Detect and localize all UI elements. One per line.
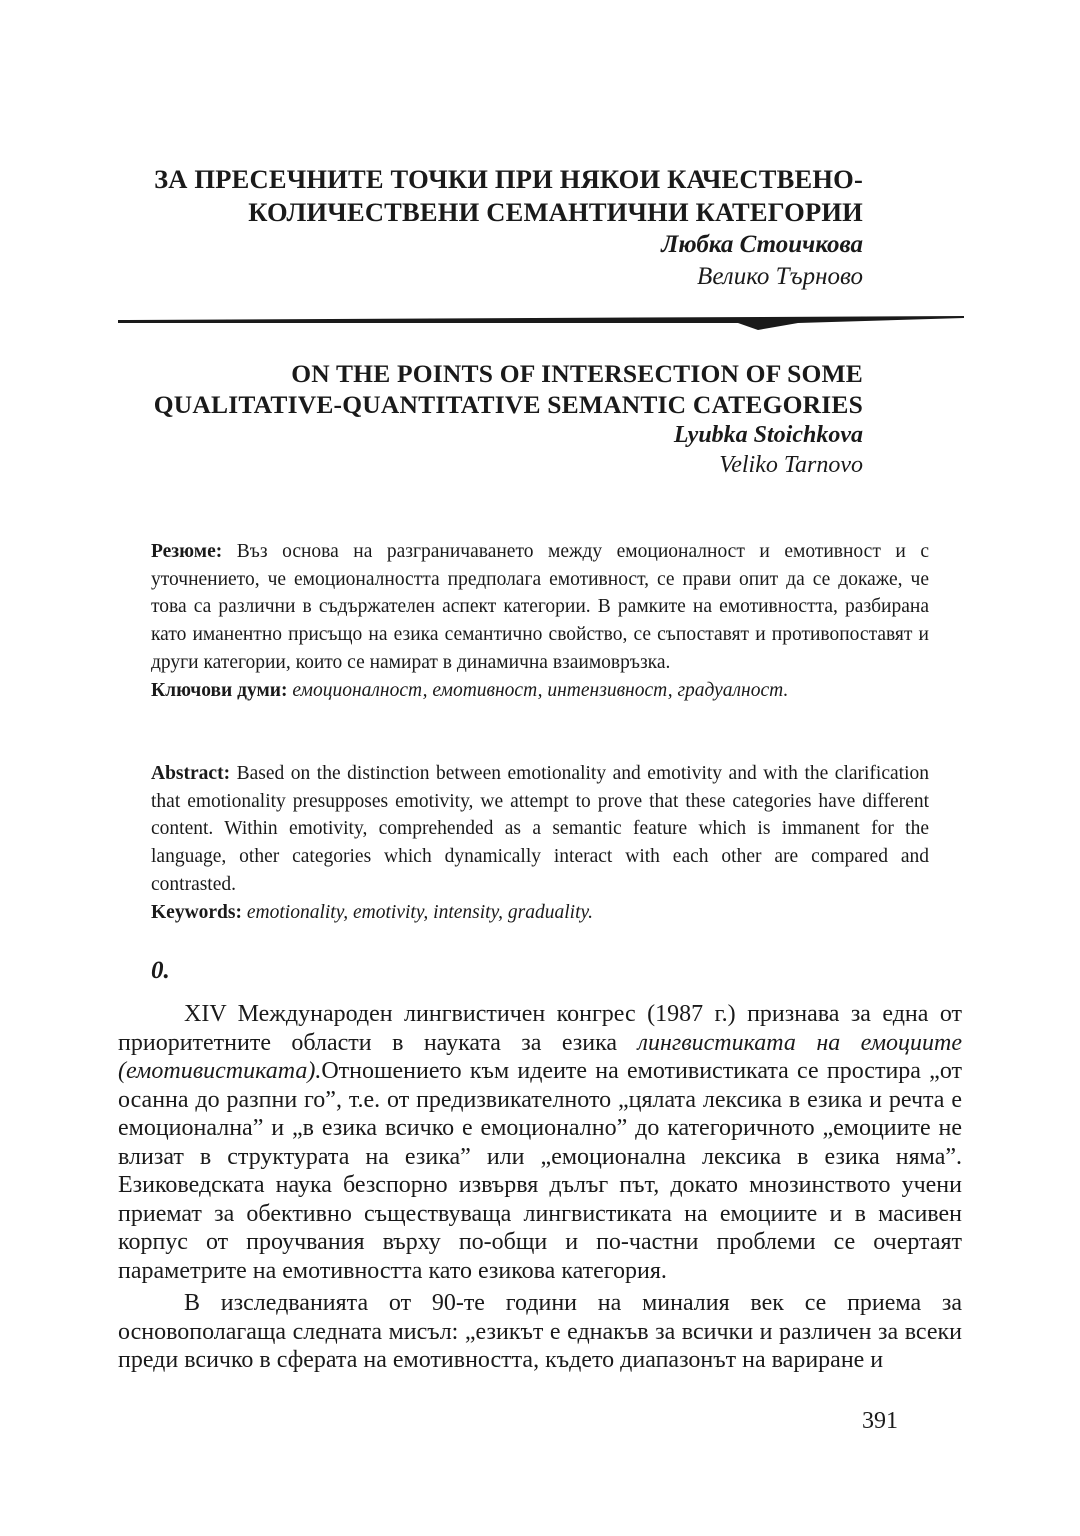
section-number: 0. — [151, 957, 170, 984]
english-abstract-body: Based on the distinction between emotionality and emotivity and with the clarification that emotionality presupposes emotivity, we attempt to prove that these categories have different content. Within emotivity, comprehended as a semantic feature which is immanent for the language, other categories which dynamically interact with each other are compared and contrasted. — [151, 763, 929, 895]
keywords-english — [151, 899, 929, 927]
author-name: Любка Стоичкова — [661, 231, 863, 258]
paper-title-line-2: КОЛИЧЕСТВЕНИ СЕМАНТИЧНИ КАТЕГОРИИ — [248, 197, 863, 227]
keywords-bulgarian — [151, 677, 929, 705]
title-block-bulgarian — [103, 163, 863, 293]
abstract-bulgarian — [151, 538, 929, 704]
abstract-bulgarian-text — [151, 538, 929, 677]
english-abstract-label: Abstract: — [151, 763, 231, 784]
english-author-city: Veliko Tarnovo — [719, 452, 863, 478]
english-keywords-label: Keywords: — [151, 901, 242, 923]
body-paragraph-2: В изследванията от 90-те години на миналия век се приема за основополагаща следната мисъл: „езикът е еднакъв за всички и различен за всеки преди всичко в сферата на емотивността, където диапазонът на вариране и — [118, 1290, 962, 1373]
title-divider — [118, 306, 964, 336]
body-paragraph-1-start: XIV Международен лингвистичен конгрес (1987 г.) признава за една от приоритетните области в науката за езика — [118, 1001, 962, 1056]
abstract-english-text — [151, 760, 929, 899]
english-title-line-1: ON THE POINTS OF INTERSECTION OF SOME — [291, 359, 863, 388]
title-block-english — [103, 358, 863, 480]
page-number: 391 — [862, 1408, 898, 1434]
english-title-line-2: QUALITATIVE-QUANTITATIVE SEMANTIC CATEGORIES — [153, 390, 863, 419]
body-paragraph-1 — [118, 1000, 962, 1285]
author-city: Велико Търново — [697, 263, 863, 290]
keywords-values: емоционалност, емотивност, интензивност, градуалност. — [287, 679, 789, 701]
paper-title-line-1: ЗА ПРЕСЕЧНИТЕ ТОЧКИ ПРИ НЯКОИ КАЧЕСТВЕНО- — [154, 164, 863, 194]
body-text — [118, 1000, 962, 1379]
body-paragraph-1-rest: Отношението към идеите на емотивистиката се простира „от осанна до разпни го”, т.е. от предизвикателното „цялата лексика в езика и речта е емоционална” и „в езика всичко е емоционално” до категоричното „емоциите не влизат в структурата на езика” или „емоционална лексика в езика няма”. Езиковедската наука безспорно извървя дълъг път, докато мнозинството учени приемат за обективно съществуваща лингвистиката на емоциите и в масивен корпус от проучвания върху по-общи и по-частни проблеми се очертаят параметрите на емотивността като езикова категория. — [118, 1058, 962, 1284]
english-keywords-values: emotionality, emotivity, intensity, graduality. — [242, 901, 593, 923]
keywords-label: Ключови думи: — [151, 679, 288, 701]
abstract-english — [151, 760, 929, 926]
abstract-label: Резюме: — [151, 541, 223, 562]
body-paragraph-1-emphasis: лингвистиката на емоциите (емотивистиката). — [118, 1029, 963, 1084]
abstract-body: Въз основа на разграничаването между емоционалност и емотивност и с уточнението, че емоционалността предполага емотивност, се прави опит да се докаже, че това са различни в съдържателен аспект категории. В рамките на емотивността, разбирана като иманентно присъщо на езика семантично свойство, се съпоставят и противопоставят и други категории, които се намират в динамична взаимовръзка. — [151, 541, 929, 673]
english-author-name: Lyubka Stoichkova — [673, 422, 863, 448]
